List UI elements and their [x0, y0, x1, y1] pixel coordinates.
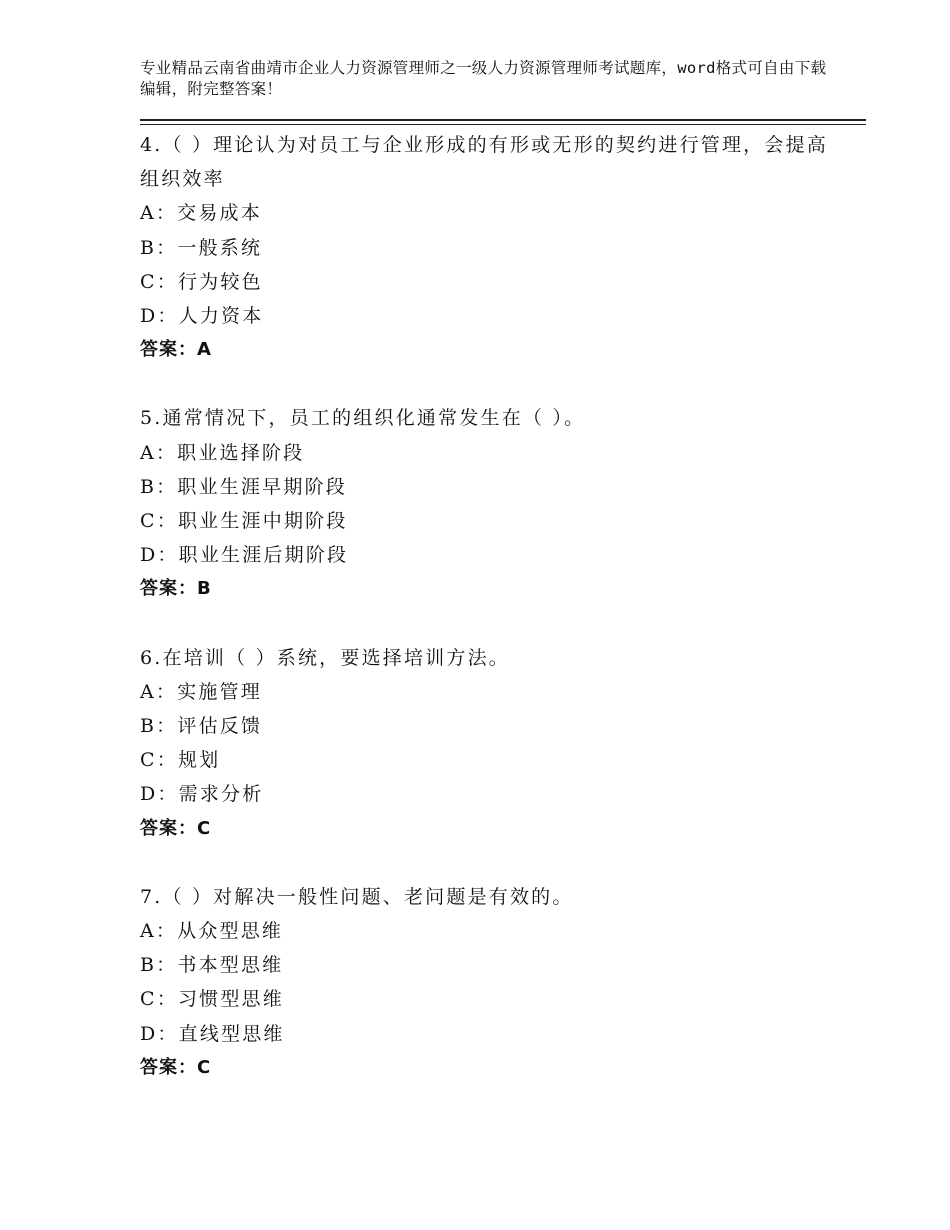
- header-rule-thin: [140, 124, 866, 125]
- question-6: [140, 641, 830, 846]
- option-d: D：职业生涯后期阶段: [140, 544, 349, 567]
- question-stem: 7.（ ）对解决一般性问题、老问题是有效的。: [140, 885, 574, 908]
- option-a: A：职业选择阶段: [140, 441, 305, 464]
- answer-label: 答案：A: [140, 339, 212, 361]
- option-a: A：从众型思维: [140, 920, 284, 943]
- header-rule-thick: [140, 119, 866, 121]
- question-5: [140, 401, 830, 606]
- question-4: [140, 128, 830, 367]
- question-stem: 6.在培训（ ）系统，要选择培训方法。: [140, 646, 510, 669]
- document-header: 专业精品云南省曲靖市企业人力资源管理师之一级人力资源管理师考试题库，word格式可自由下载编辑，附完整答案！: [140, 59, 827, 98]
- option-a: A：实施管理: [140, 680, 262, 703]
- answer-label: 答案：C: [140, 1056, 212, 1078]
- option-b: B：一般系统: [140, 236, 263, 259]
- answer-label: 答案：B: [140, 578, 212, 600]
- option-b: B：书本型思维: [140, 954, 284, 977]
- option-c: C：规划: [140, 749, 221, 772]
- option-b: B：评估反馈: [140, 715, 263, 738]
- option-a: A：交易成本: [140, 202, 262, 225]
- option-c: C：职业生涯中期阶段: [140, 510, 348, 533]
- option-d: D：需求分析: [140, 783, 264, 806]
- question-stem: 4.（ ）理论认为对员工与企业形成的有形或无形的契约进行管理，会提高组织效率: [140, 134, 828, 191]
- option-c: C：行为较色: [140, 270, 263, 293]
- question-stem: 5.通常情况下，员工的组织化通常发生在（ ）。: [140, 407, 586, 430]
- option-b: B：职业生涯早期阶段: [140, 475, 347, 498]
- question-7: [140, 880, 830, 1085]
- answer-label: 答案：C: [140, 817, 212, 839]
- question-list: [140, 128, 830, 1119]
- option-d: D：直线型思维: [140, 1022, 285, 1045]
- option-c: C：习惯型思维: [140, 988, 284, 1011]
- option-d: D：人力资本: [140, 305, 264, 328]
